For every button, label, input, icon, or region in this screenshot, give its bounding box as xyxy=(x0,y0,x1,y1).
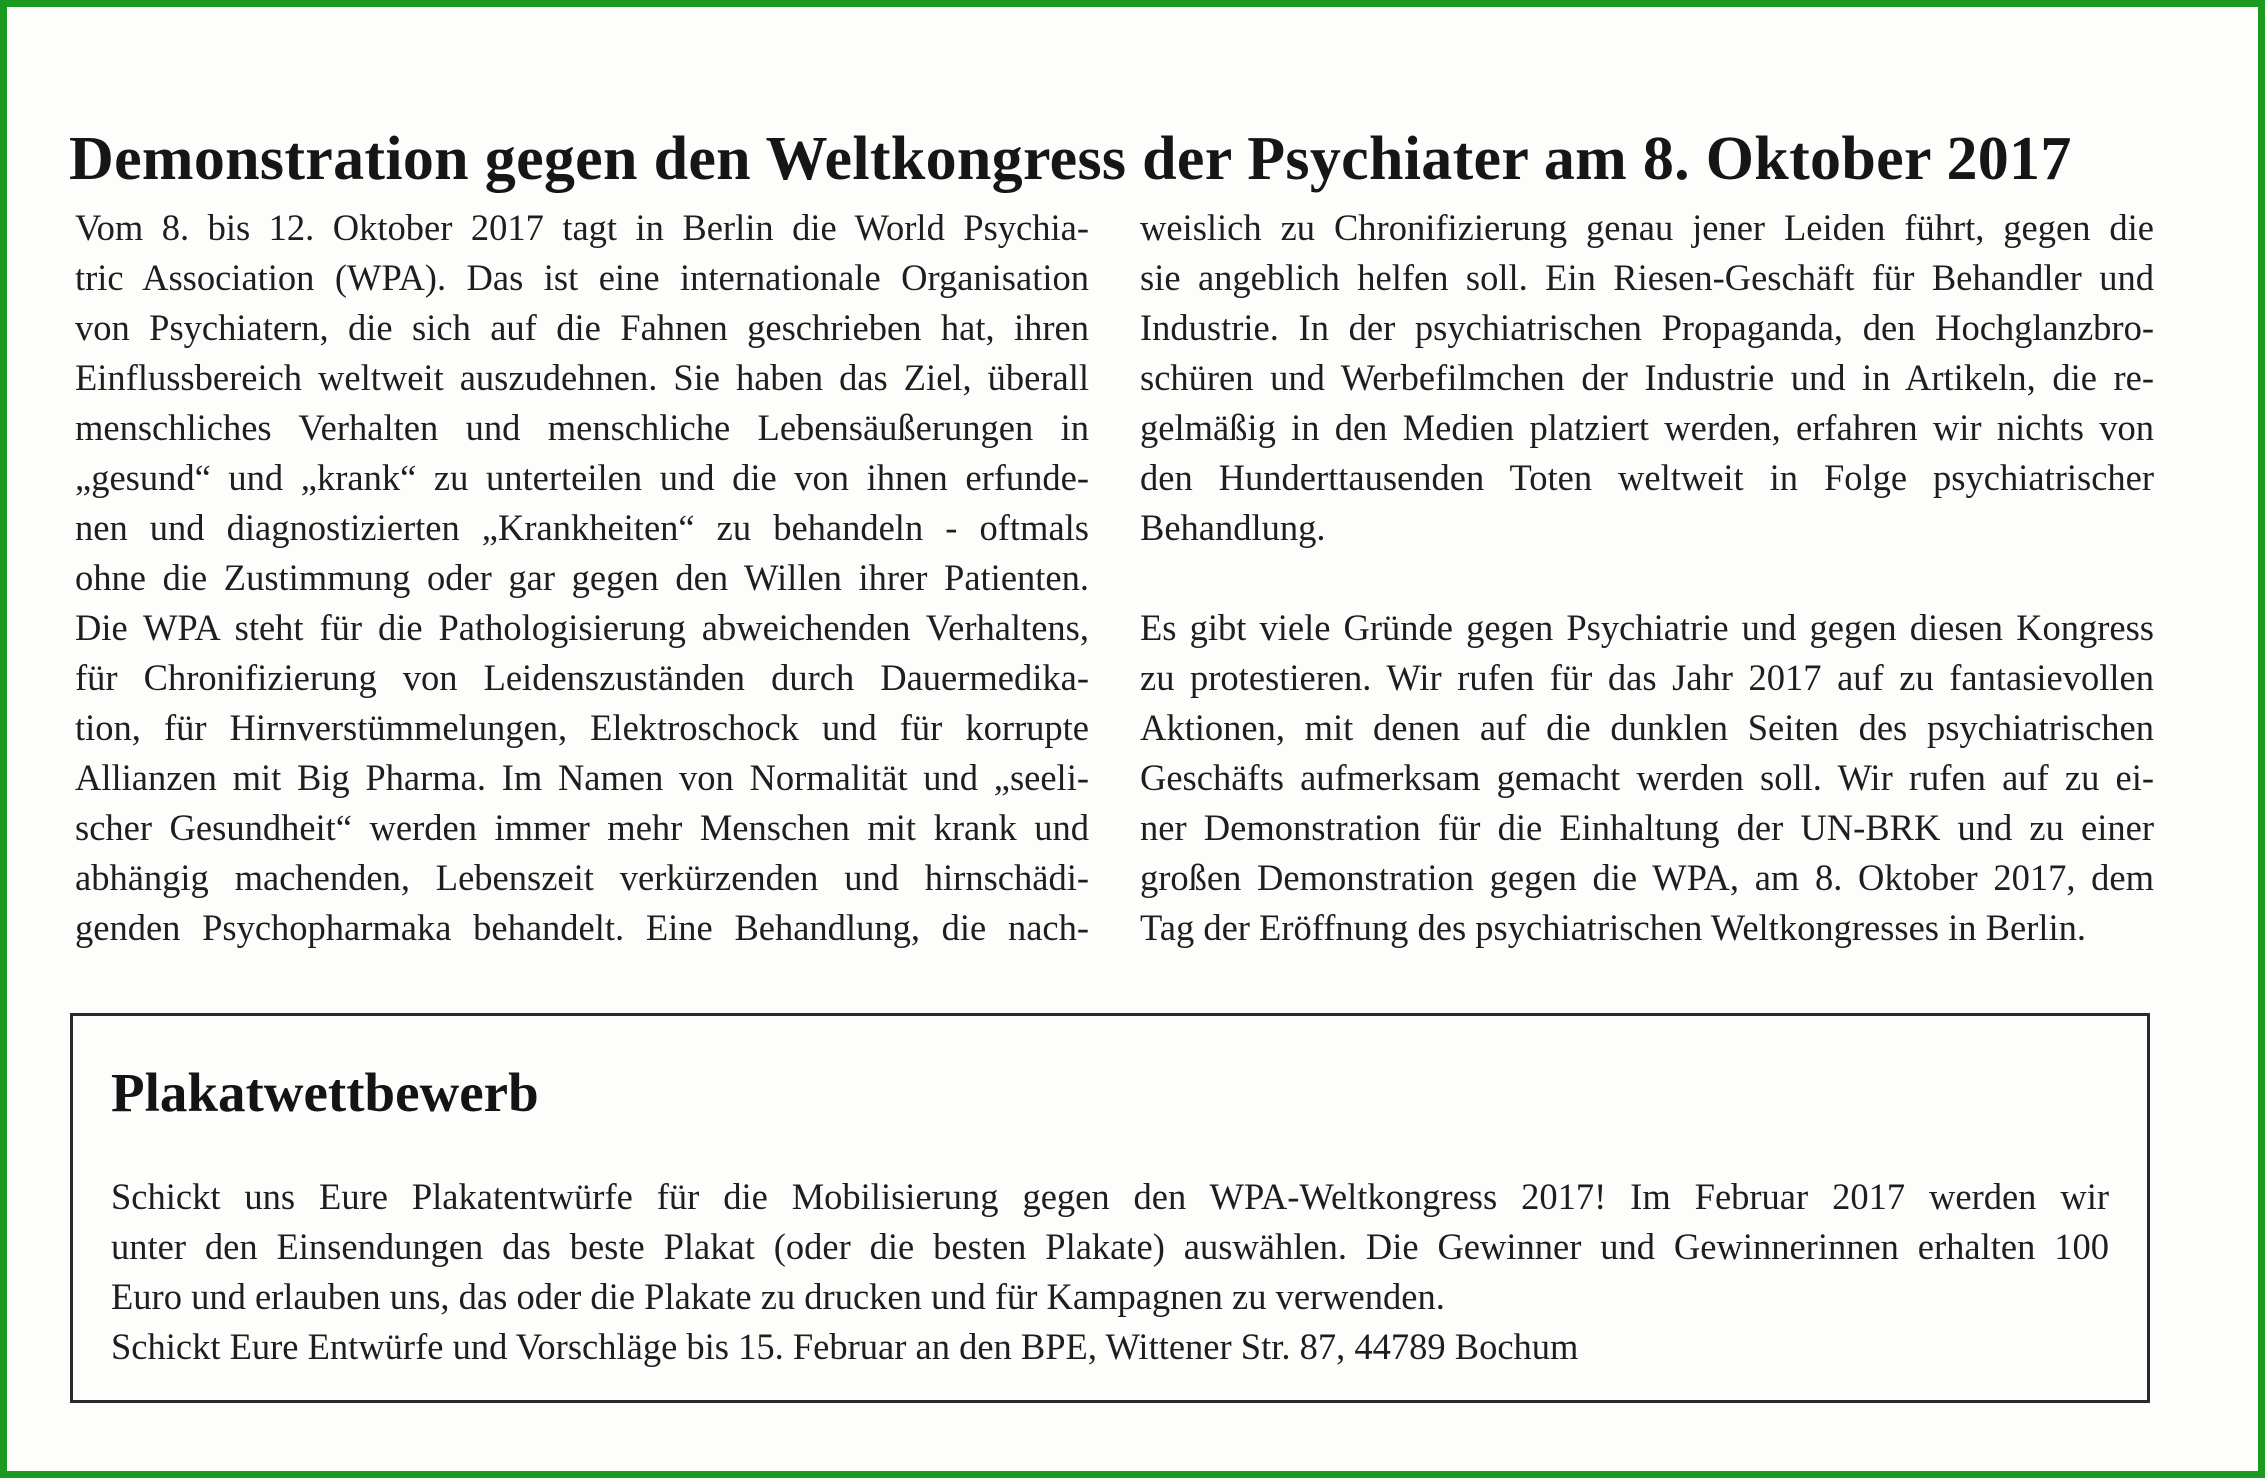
text-line: den Hunderttausenden Toten weltweit in Folge psychiatrischer xyxy=(1140,457,2154,498)
text-line: großen Demonstration gegen die WPA, am 8. Oktober 2017, dem xyxy=(1140,857,2154,898)
text-line: Einflussbereich weltweit auszudehnen. Sie haben das Ziel, überall xyxy=(75,357,1089,398)
text-line: nen und diagnostizierten „Krankheiten“ zu behandeln - oftmals xyxy=(75,507,1089,548)
text-line: Geschäfts aufmerksam gemacht werden soll. Wir rufen auf zu ei- xyxy=(1140,757,2154,798)
text-line: ner Demonstration für die Einhaltung der UN-BRK und zu einer xyxy=(1140,807,2154,848)
text-line: für Chronifizierung von Leidenszuständen durch Dauermedika- xyxy=(75,657,1089,698)
text-line: gelmäßig in den Medien platziert werden, erfahren wir nichts von xyxy=(1140,407,2154,448)
article-left-column xyxy=(75,203,1089,953)
text-line: genden Psychopharmaka behandelt. Eine Behandlung, die nach- xyxy=(75,907,1089,948)
paragraph-gap xyxy=(1140,553,2154,603)
text-line: Vom 8. bis 12. Oktober 2017 tagt in Berlin die World Psychia- xyxy=(75,207,1089,248)
poster-contest-title: Plakatwettbewerb xyxy=(111,1062,539,1123)
text-line: abhängig machenden, Lebenszeit verkürzenden und hirnschädi- xyxy=(75,857,1089,898)
poster-contest-box xyxy=(70,1013,2150,1403)
text-line: tric Association (WPA). Das ist eine internationale Organisation xyxy=(75,257,1089,298)
article-headline: Demonstration gegen den Weltkongress der Psychiater am 8. Oktober 2017 xyxy=(69,125,2072,193)
text-line: tion, für Hirnverstümmelungen, Elektroschock und für korrupte xyxy=(75,707,1089,748)
text-line: schüren und Werbefilmchen der Industrie und in Artikeln, die re- xyxy=(1140,357,2154,398)
poster-contest-text xyxy=(111,1172,2109,1372)
text-line: Euro und erlauben uns, das oder die Plakate zu drucken und für Kampagnen zu verwenden. xyxy=(111,1276,1445,1317)
article-right-column xyxy=(1140,203,2154,953)
text-line: unter den Einsendungen das beste Plakat (oder die besten Plakate) auswählen. Die Gewinner und Gewinnerinnen erhalten 100 xyxy=(111,1226,2109,1267)
text-line: ohne die Zustimmung oder gar gegen den Willen ihrer Patienten. xyxy=(75,557,1089,598)
text-line: sie angeblich helfen soll. Ein Riesen-Geschäft für Behandler und xyxy=(1140,257,2154,298)
text-line: Tag der Eröffnung des psychiatrischen Weltkongresses in Berlin. xyxy=(1140,907,2086,948)
text-line: zu protestieren. Wir rufen für das Jahr 2017 auf zu fantasievollen xyxy=(1140,657,2154,698)
text-line: Allianzen mit Big Pharma. Im Namen von Normalität und „seeli- xyxy=(75,757,1089,798)
text-line: Die WPA steht für die Pathologisierung abweichenden Verhaltens, xyxy=(75,607,1089,648)
text-line: Behandlung. xyxy=(1140,507,1326,548)
text-line: Schickt Eure Entwürfe und Vorschläge bis 15. Februar an den BPE, Wittener Str. 87, 44789 Bochum xyxy=(111,1326,1579,1367)
text-line: scher Gesundheit“ werden immer mehr Menschen mit krank und xyxy=(75,807,1089,848)
text-line: menschliches Verhalten und menschliche Lebensäußerungen in xyxy=(75,407,1089,448)
text-line: „gesund“ und „krank“ zu unterteilen und die von ihnen erfunde- xyxy=(75,457,1089,498)
text-line: Es gibt viele Gründe gegen Psychiatrie und gegen diesen Kongress xyxy=(1140,607,2154,648)
text-line: Industrie. In der psychiatrischen Propaganda, den Hochglanzbro- xyxy=(1140,307,2154,348)
text-line: von Psychiatern, die sich auf die Fahnen geschrieben hat, ihren xyxy=(75,307,1089,348)
text-line: weislich zu Chronifizierung genau jener Leiden führt, gegen die xyxy=(1140,207,2154,248)
text-line: Schickt uns Eure Plakatentwürfe für die Mobilisierung gegen den WPA-Weltkongress 2017! Im Februar 2017 werden wir xyxy=(111,1176,2109,1217)
text-line: Aktionen, mit denen auf die dunklen Seiten des psychiatrischen xyxy=(1140,707,2154,748)
